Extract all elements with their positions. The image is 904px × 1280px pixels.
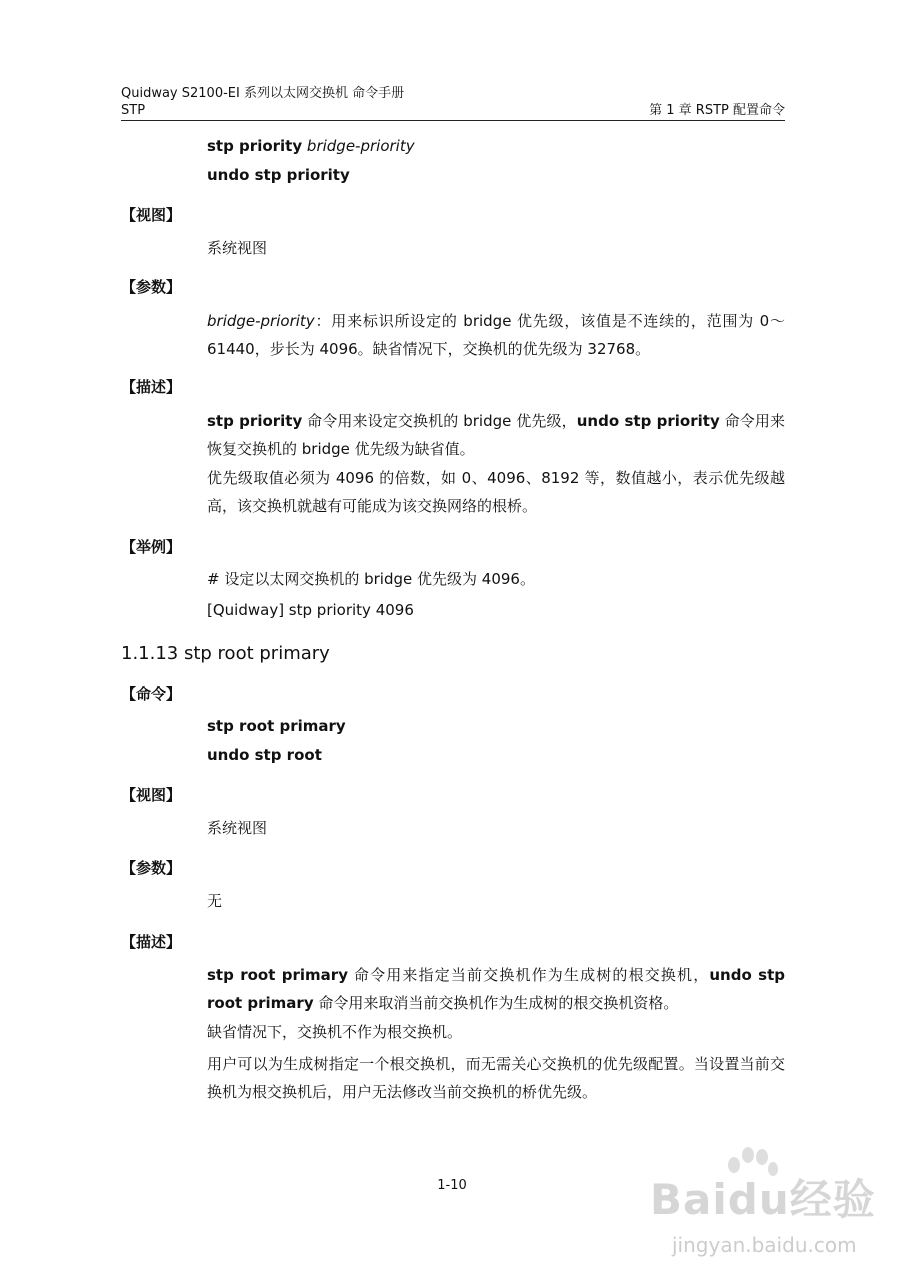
view-text: 系统视图 <box>207 239 268 257</box>
command-syntax-2: undo stp priority <box>207 166 350 184</box>
param-description: ：用来标识所设定的 bridge 优先级，该值是不连续的，范围为 0～61440，步长为 4096。缺省情况下，交换机的优先级为 32768。 <box>207 312 785 358</box>
watermark-logo <box>640 1145 890 1275</box>
param-heading: 【参数】 <box>121 278 182 296</box>
desc-keyword-3: stp root primary <box>207 966 348 984</box>
desc-text-2: 命令用来恢复交换机的 bridge 优先级为缺省值。 <box>207 412 785 458</box>
desc-paragraph-3 <box>207 961 785 1017</box>
header-title: Quidway S2100-EI 系列以太网交换机 命令手册 <box>121 86 405 101</box>
command-argument: bridge-priority <box>306 137 415 155</box>
header-rule <box>121 120 785 121</box>
page-number: 1-10 <box>437 1178 467 1193</box>
desc-keyword-1: stp priority <box>207 412 303 430</box>
desc-text-1: 命令用来设定交换机的 bridge 优先级， <box>302 412 577 430</box>
view-heading-2: 【视图】 <box>121 786 182 804</box>
section-title: 1.1.13 stp root primary <box>121 643 330 664</box>
command-syntax-1 <box>207 132 785 160</box>
desc-heading-2: 【描述】 <box>121 933 182 951</box>
desc-paragraph-4: 缺省情况下，交换机不作为根交换机。 <box>207 1023 463 1041</box>
header-right: 第 1 章 RSTP 配置命令 <box>649 103 785 118</box>
param-name: bridge-priority <box>207 312 315 330</box>
header-left: STP <box>121 103 146 118</box>
desc-paragraph-5: 用户可以为生成树指定一个根交换机，而无需关心交换机的优先级配置。当设置当前交换机为根交换机后，用户无法修改当前交换机的桥优先级。 <box>207 1055 785 1101</box>
desc-keyword-4: undo stp root primary <box>207 966 785 1012</box>
param-text <box>207 307 785 363</box>
desc-paragraph-2: 优先级取值必须为 4096 的倍数，如 0、4096、8192 等，数值越小，表示优先级越高，该交换机就越有可能成为该交换网络的根桥。 <box>207 469 785 515</box>
param-heading-2: 【参数】 <box>121 859 182 877</box>
desc-text-4: 命令用来取消当前交换机作为生成树的根交换机资格。 <box>313 994 679 1012</box>
desc-text-3: 命令用来指定当前交换机作为生成树的根交换机， <box>347 966 710 984</box>
command-keyword: stp priority <box>207 137 303 155</box>
example-comment: # 设定以太网交换机的 bridge 优先级为 4096。 <box>207 570 535 588</box>
command-syntax-4: undo stp root <box>207 746 322 764</box>
view-text-2: 系统视图 <box>207 819 268 837</box>
desc-keyword-2: undo stp priority <box>576 412 720 430</box>
command-heading: 【命令】 <box>121 685 182 703</box>
view-heading: 【视图】 <box>121 206 182 224</box>
command-syntax-3: stp root primary <box>207 717 346 735</box>
desc-heading: 【描述】 <box>121 378 182 396</box>
header-row <box>121 103 785 119</box>
param-text-2: 无 <box>207 892 223 910</box>
watermark-url: jingyan.baidu.com <box>672 1233 857 1257</box>
desc-paragraph-1 <box>207 407 785 463</box>
watermark-brand: Baidu经验 <box>650 1175 876 1224</box>
example-heading: 【举例】 <box>121 538 182 556</box>
example-command: [Quidway] stp priority 4096 <box>207 601 414 619</box>
